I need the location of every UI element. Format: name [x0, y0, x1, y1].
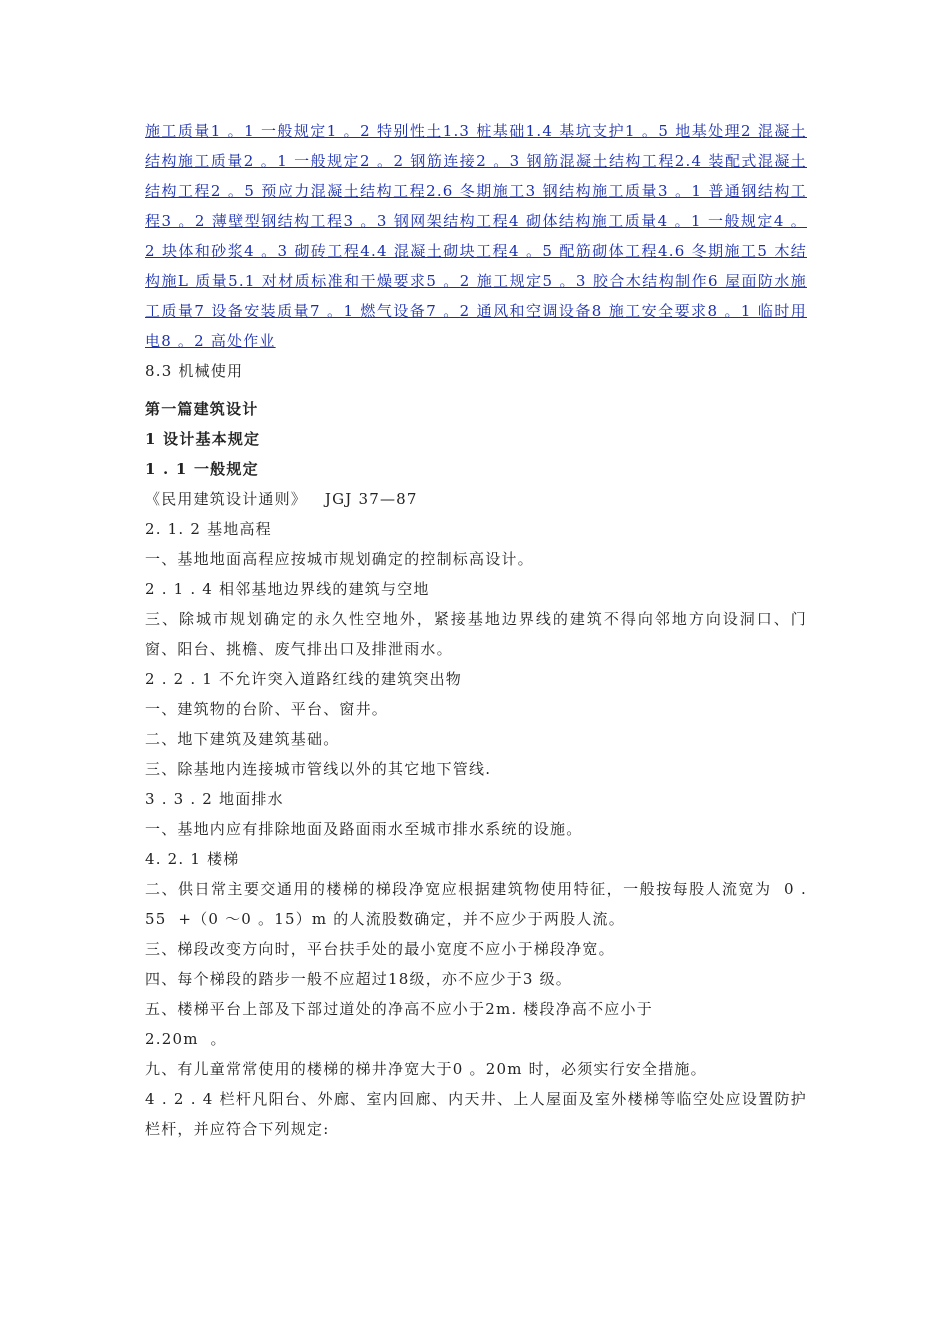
document-body [145, 356, 813, 1144]
text-line: 四、每个梯段的踏步一般不应超过18级，亦不应少于3 级。 [145, 970, 573, 988]
text-line: 8.3 机械使用 [145, 362, 244, 380]
section-heading: 第一篇建筑设计 [145, 400, 259, 418]
text-line: 2. 1. 2 基地高程 [145, 520, 272, 538]
text-line: 二、地下建筑及建筑基础。 [145, 730, 340, 748]
text-line: 4. 2. 1 楼梯 [145, 850, 240, 868]
text-line: 三、除基地内连接城市管线以外的其它地下管线. [145, 760, 492, 778]
text-line: 4 . 2 . 4 栏杆凡阳台、外廊、室内回廊、内天井、上人屋面及室外楼梯等临空处应设置防护栏杆，并应符合下列规定: [145, 1090, 807, 1138]
text-line: 一、基地内应有排除地面及路面雨水至城市排水系统的设施。 [145, 820, 583, 838]
text-line: 一、基地地面高程应按城市规划确定的控制标高设计。 [145, 550, 534, 568]
text-line: 五、楼梯平台上部及下部过道处的净高不应小于2m. 楼段净高不应小于 [145, 1000, 653, 1018]
text-line: 《民用建筑设计通则》 JGJ 37—87 [145, 490, 418, 508]
toc-link[interactable]: 施工质量1 。1 一般规定1 。2 特别性土1.3 桩基础1.4 基坑支护1 。5 地基处理2 混凝土结构施工质量2 。1 一般规定2 。2 钢筋连接2 。3 钢筋混凝土结构工程2.4 装配式混凝土结构工程2 。5 预应力混凝土结构工程2.6 冬期施工3 钢结构施工质量3 。1 普通钢结构工程3 。2 薄壁型钢结构工程3 。3 钢网架结构工程4 砌体结构施工质量4 。1 一般规定4 。2 块体和砂浆4 。3 砌砖工程4.4 混凝土砌块工程4 。5 配筋砌体工程4.6 冬期施工5 木结构施L 质量5.1 对材质标准和干燥要求5 。2 施工规定5 。3 胶合木结构制作6 屋面防水施工质量7 设备安装质量7 。1 燃气设备7 。2 通风和空调设备8 施工安全要求8 。1 临时用电8 。2 高处作业 [145, 122, 807, 350]
text-line: 九、有儿童常常使用的楼梯的梯井净宽大于0 。20m 时，必须实行安全措施。 [145, 1060, 707, 1078]
section-heading: 1 设计基本规定 [145, 430, 261, 448]
text-line: 三、除城市规划确定的永久性空地外，紧接基地边界线的建筑不得向邻地方向设洞口、门窗、阳台、挑檐、废气排出口及排泄雨水。 [145, 610, 807, 658]
text-line: 3 . 3 . 2 地面排水 [145, 790, 284, 808]
document-page [145, 116, 813, 1144]
text-line: 2.20m 。 [145, 1030, 227, 1048]
text-line: 2 . 2 . 1 不允许突入道路红线的建筑突出物 [145, 670, 463, 688]
toc-paragraph [145, 116, 807, 356]
text-line: 二、供日常主要交通用的楼梯的梯段净宽应根据建筑物使用特征，一般按每股人流宽为 0 . 55 +（0 ～0 。15）m 的人流股数确定，并不应少于两股人流。 [145, 880, 813, 928]
section-heading: 1 . 1 一般规定 [145, 460, 259, 478]
text-line: 2 . 1 . 4 相邻基地边界线的建筑与空地 [145, 580, 430, 598]
text-line: 一、建筑物的台阶、平台、窗井。 [145, 700, 389, 718]
text-line: 三、梯段改变方向时，平台扶手处的最小宽度不应小于梯段净宽。 [145, 940, 615, 958]
